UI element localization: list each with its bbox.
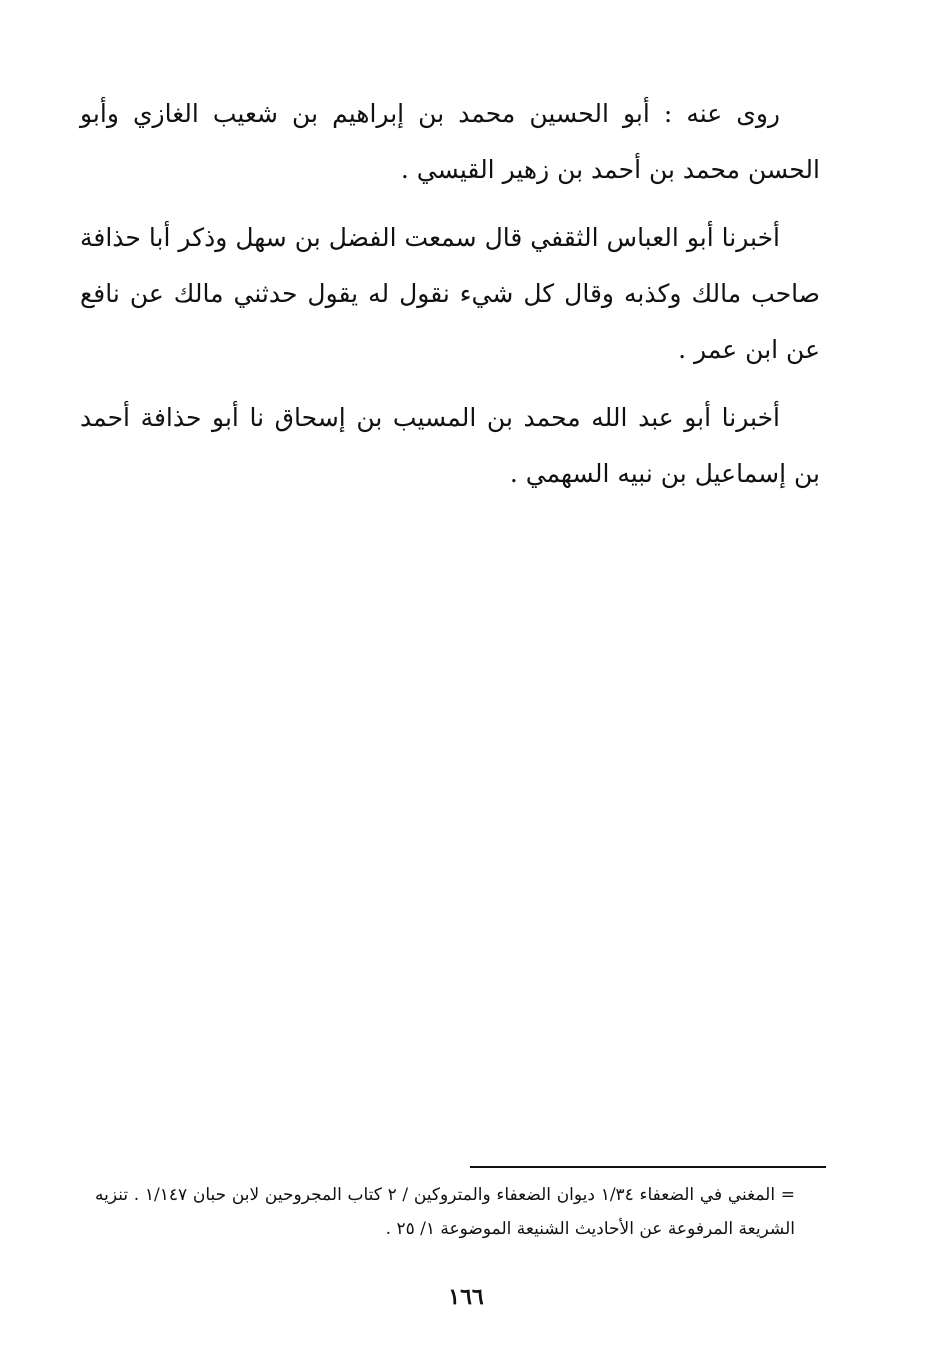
paragraph-narrators: روى عنه : أبو الحسين محمد بن إبراهيم بن شعيب الغازي وأبو الحسن محمد بن أحمد بن زهير القيسي . bbox=[80, 99, 820, 184]
main-text bbox=[80, 86, 820, 514]
paragraph-abu-al-abbas: أخبرنا أبو العباس الثقفي قال سمعت الفضل بن سهل وذكر أبا حذافة صاحب مالك وكذبه وقال كل شيء نقول له يقول حدثني مالك عن نافع عن ابن عمر . bbox=[80, 223, 820, 364]
page-number: ١٦٦ bbox=[448, 1284, 484, 1310]
paragraph-abu-abdullah: أخبرنا أبو عبد الله محمد بن المسيب بن إسحاق نا أبو حذافة أحمد بن إسماعيل بن نبيه السهمي . bbox=[80, 403, 820, 488]
footnote-text: = المغني في الضعفاء ١/٣٤ ديوان الضعفاء والمتروكين / ٢ كتاب المجروحين لابن حبان ١/١٤٧ . تنزيه الشريعة المرفوعة عن الأحاديث الشنيعة الموضوعة ١/ ٢٥ . bbox=[95, 1185, 795, 1239]
footnote-divider bbox=[470, 1166, 826, 1168]
